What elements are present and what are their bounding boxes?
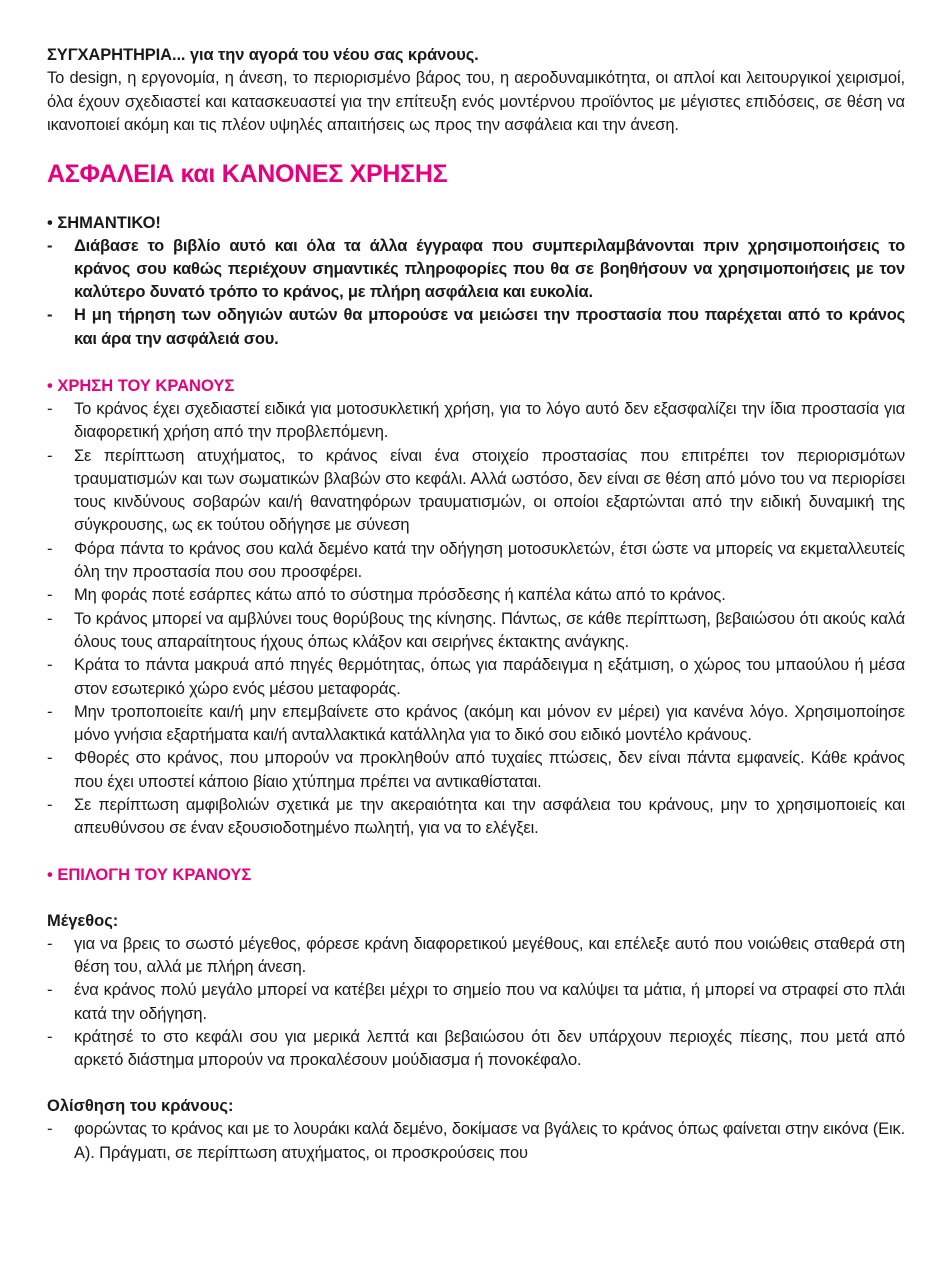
list-item: - Μην τροποποιείτε και/ή μην επεμβαίνετε στο κράνος (ακόμη και μόνον εν μέρει) για κανένα λόγο. Χρησιμοποίησε μόνο γνήσια εξαρτήματα και/ή ανταλλακτικά κατάλληλα για το δικό σου ειδικό μοντέλο κράνους. <box>47 702 905 745</box>
slip-list <box>47 1118 905 1165</box>
choice-heading: • ΕΠΙΛΟΓΗ ΤΟΥ ΚΡΑΝΟΥΣ <box>47 865 252 884</box>
important-heading: • ΣΗΜΑΝΤΙΚΟ! <box>47 213 161 232</box>
intro-body: Το design, η εργονομία, η άνεση, το περιορισμένο βάρος του, η αεροδυναμικότητα, οι απλοί και λειτουργικοί χειρισμοί, όλα έχουν σχεδιαστεί και κατασκευαστεί για την επίτευξη ενός μοντέρνου προϊόντος με μέγιστες επιδόσεις, σε θέση να ικανοποιεί ακόμη και τις πλέον υψηλές απαιτήσεις ως προς την ασφάλεια και την άνεση. <box>47 69 905 134</box>
list-item-text: Φθορές στο κράνος, που μπορούν να προκληθούν από τυχαίες πτώσεις, δεν είναι πάντα εμφανείς. Κάθε κράνος που έχει υποστεί κάποιο βίαιο χτύπημα πρέπει να αντικαθίσταται. <box>74 749 905 791</box>
list-item: - φορώντας το κράνος και με το λουράκι καλά δεμένο, δοκίμασε να βγάλεις το κράνος όπως φαίνεται στην εικόνα (Εικ. A). Πράγματι, σε περίπτωση ατυχήματος, οι προσκρούσεις που <box>47 1120 905 1162</box>
list-item-text: ένα κράνος πολύ μεγάλο μπορεί να κατέβει μέχρι το σημείο που να καλύψει τα μάτια, ή μπορεί να στραφεί στο πλάι κατά την οδήγηση. <box>74 981 905 1023</box>
slip-heading: Ολίσθηση του κράνους: <box>47 1097 234 1116</box>
list-item: - Κράτα το πάντα μακρυά από πηγές θερμότητας, όπως για παράδειγμα η εξάτμιση, ο χώρος του μπαούλου ή μέσα στον εσωτερικό χώρο ενός μέσου μεταφοράς. <box>47 656 905 698</box>
size-heading: Μέγεθος: <box>47 911 119 930</box>
list-item: - Το κράνος έχει σχεδιαστεί ειδικά για μοτοσυκλετική χρήση, για το λόγο αυτό δεν εξασφαλίζει την ίδια προστασία για διαφορετική χρήση από την προβλεπόμενη. <box>47 399 905 442</box>
list-item-text: Διάβασε το βιβλίο αυτό και όλα τα άλλα έγγραφα που συμπεριλαμβάνονται πριν χρησιμοποιήσεις το κράνος σου καθώς περιέχουν σημαντικές πληροφορίες που θα σε βοηθήσουν να χρησιμοποιήσεις με τον καλύτερο δυνατό τρόπο το κράνος, με πλήρη ασφάλεια και ευκολία. <box>74 236 905 302</box>
list-item-text: Μη φοράς ποτέ εσάρπες κάτω από το σύστημα πρόσδεσης ή καπέλα κάτω από το κράνος. <box>74 586 726 605</box>
list-item-text: Σε περίπτωση αμφιβολιών σχετικά με την ακεραιότητα και την ασφάλεια του κράνους, μην το χρησιμοποιείς και απευθύνσου σε έναν εξουσιοδοτημένο πωλητή, για να το ελέγξει. <box>74 796 905 838</box>
list-item: - Σε περίπτωση αμφιβολιών σχετικά με την ακεραιότητα και την ασφάλεια του κράνους, μην το χρησιμοποιείς και απευθύνσου σε έναν εξουσιοδοτημένο πωλητή, για να το ελέγξει. <box>47 796 905 838</box>
list-item-text: Η μη τήρηση των οδηγιών αυτών θα μπορούσε να μειώσει την προστασία που παρέχεται από το κράνος και άρα την ασφάλειά σου. <box>74 306 905 348</box>
important-list <box>47 235 905 351</box>
list-item: - Η μη τήρηση των οδηγιών αυτών θα μπορούσε να μειώσει την προστασία που παρέχεται από το κράνος και άρα την ασφάλειά σου. <box>47 306 905 348</box>
list-item: - Φόρα πάντα το κράνος σου καλά δεμένο κατά την οδήγηση μοτοσυκλετών, έτσι ώστε να μπορείς να εκμεταλλευτείς όλη την προστασία που σου προσφέρει. <box>47 539 905 582</box>
list-item: - Σε περίπτωση ατυχήματος, το κράνος είναι ένα στοιχείο προστασίας που επιτρέπει τον περιορισμότων τραυματισμών και των σωματικών βλαβών στο κεφάλι. Αλλά ωστόσο, δεν είναι σε θέση από μόνο του να περιορίσει τους κινδύνους σοβαρών και/ή θανατηφόρων τραυματισμών, οι οποίοι εξαρτώνται από την ειδική δυναμική της σύγκρουσης, ως εκ τούτου οδήγησε με σύνεση <box>47 446 905 535</box>
list-item: - ένα κράνος πολύ μεγάλο μπορεί να κατέβει μέχρι το σημείο που να καλύψει τα μάτια, ή μπορεί να στραφεί στο πλάι κατά την οδήγηση. <box>47 981 905 1023</box>
list-item-text: Μην τροποποιείτε και/ή μην επεμβαίνετε στο κράνος (ακόμη και μόνον εν μέρει) για κανένα λόγο. Χρησιμοποίησε μόνο γνήσια εξαρτήματα και/ή ανταλλακτικά κατάλληλα για το δικό σου ειδικό μοντέλο κράνους. <box>74 702 905 745</box>
list-item-text: Φόρα πάντα το κράνος σου καλά δεμένο κατά την οδήγηση μοτοσυκλετών, έτσι ώστε να μπορείς να εκμεταλλευτείς όλη την προστασία που σου προσφέρει. <box>74 539 905 582</box>
list-item: - για να βρεις το σωστό μέγεθος, φόρεσε κράνη διαφορετικού μεγέθους, και επέλεξε αυτό που νοιώθεις σταθερά στη θέση του, αλλά με πλήρη άνεση. <box>47 934 905 976</box>
list-item-text: φορώντας το κράνος και με το λουράκι καλά δεμένο, δοκίμασε να βγάλεις το κράνος όπως φαίνεται στην εικόνα (Εικ. A). Πράγματι, σε περίπτωση ατυχήματος, οι προσκρούσεις που <box>74 1120 905 1162</box>
use-heading: • ΧΡΗΣΗ ΤΟΥ ΚΡΑΝΟΥΣ <box>47 376 235 395</box>
list-item: - Διάβασε το βιβλίο αυτό και όλα τα άλλα έγγραφα που συμπεριλαμβάνονται πριν χρησιμοποιήσεις το κράνος σου καθώς περιέχουν σημαντικές πληροφορίες που θα σε βοηθήσουν να χρησιμοποιήσεις με τον καλύτερο δυνατό τρόπο το κράνος, με πλήρη ασφάλεια και ευκολία. <box>47 236 905 302</box>
list-item: - κράτησέ το στο κεφάλι σου για μερικά λεπτά και βεβαιώσου ότι δεν υπάρχουν περιοχές πίεσης, που μετά από αρκετό διάστημα μπορούν να προκαλέσουν μούδιασμα ή πονοκέφαλο. <box>47 1027 905 1070</box>
list-item-text: Το κράνος έχει σχεδιαστεί ειδικά για μοτοσυκλετική χρήση, για το λόγο αυτό δεν εξασφαλίζει την ίδια προστασία για διαφορετική χρήση από την προβλεπόμενη. <box>74 399 905 442</box>
list-item-text: για να βρεις το σωστό μέγεθος, φόρεσε κράνη διαφορετικού μεγέθους, και επέλεξε αυτό που νοιώθεις σταθερά στη θέση του, αλλά με πλήρη άνεση. <box>74 934 905 976</box>
size-list <box>47 933 905 1073</box>
list-item-text: Κράτα το πάντα μακρυά από πηγές θερμότητας, όπως για παράδειγμα η εξάτμιση, ο χώρος του μπαούλου ή μέσα στον εσωτερικό χώρο ενός μέσου μεταφοράς. <box>74 656 905 698</box>
use-list <box>47 398 905 841</box>
list-item: - Το κράνος μπορεί να αμβλύνει τους θορύβους της κίνησης. Πάντως, σε κάθε περίπτωση, βεβαιώσου ότι ακούς καλά όλους τους απαραίτητους ήχους όπως κλάξον και σειρήνες έκτακτης ανάγκης. <box>47 609 905 651</box>
list-item-text: Σε περίπτωση ατυχήματος, το κράνος είναι ένα στοιχείο προστασίας που επιτρέπει τον περιορισμότων τραυματισμών και των σωματικών βλαβών στο κεφάλι. Αλλά ωστόσο, δεν είναι σε θέση από μόνο του να περιορίσει τους κινδύνους σοβαρών και/ή θανατηφόρων τραυματισμών, οι οποίοι εξαρτώνται από την ειδική δυναμική της σύγκρουσης, ως εκ τούτου οδήγησε με σύνεση <box>74 446 905 535</box>
main-heading: ΑΣΦΑΛΕΙΑ και ΚΑΝΟΝΕΣ ΧΡΗΣΗΣ <box>47 159 448 188</box>
list-item: - Μη φοράς ποτέ εσάρπες κάτω από το σύστημα πρόσδεσης ή καπέλα κάτω από το κράνος. <box>47 586 726 605</box>
manual-page <box>47 44 905 1165</box>
list-item-text: Το κράνος μπορεί να αμβλύνει τους θορύβους της κίνησης. Πάντως, σε κάθε περίπτωση, βεβαιώσου ότι ακούς καλά όλους τους απαραίτητους ήχους όπως κλάξον και σειρήνες έκτακτης ανάγκης. <box>74 609 905 651</box>
list-item-text: κράτησέ το στο κεφάλι σου για μερικά λεπτά και βεβαιώσου ότι δεν υπάρχουν περιοχές πίεσης, που μετά από αρκετό διάστημα μπορούν να προκαλέσουν μούδιασμα ή πονοκέφαλο. <box>74 1027 905 1070</box>
list-item: - Φθορές στο κράνος, που μπορούν να προκληθούν από τυχαίες πτώσεις, δεν είναι πάντα εμφανείς. Κάθε κράνος που έχει υποστεί κάποιο βίαιο χτύπημα πρέπει να αντικαθίσταται. <box>47 749 905 791</box>
intro-title: ΣΥΓΧΑΡΗΤΗΡΙΑ... για την αγορά του νέου σας κράνους. <box>47 46 479 64</box>
